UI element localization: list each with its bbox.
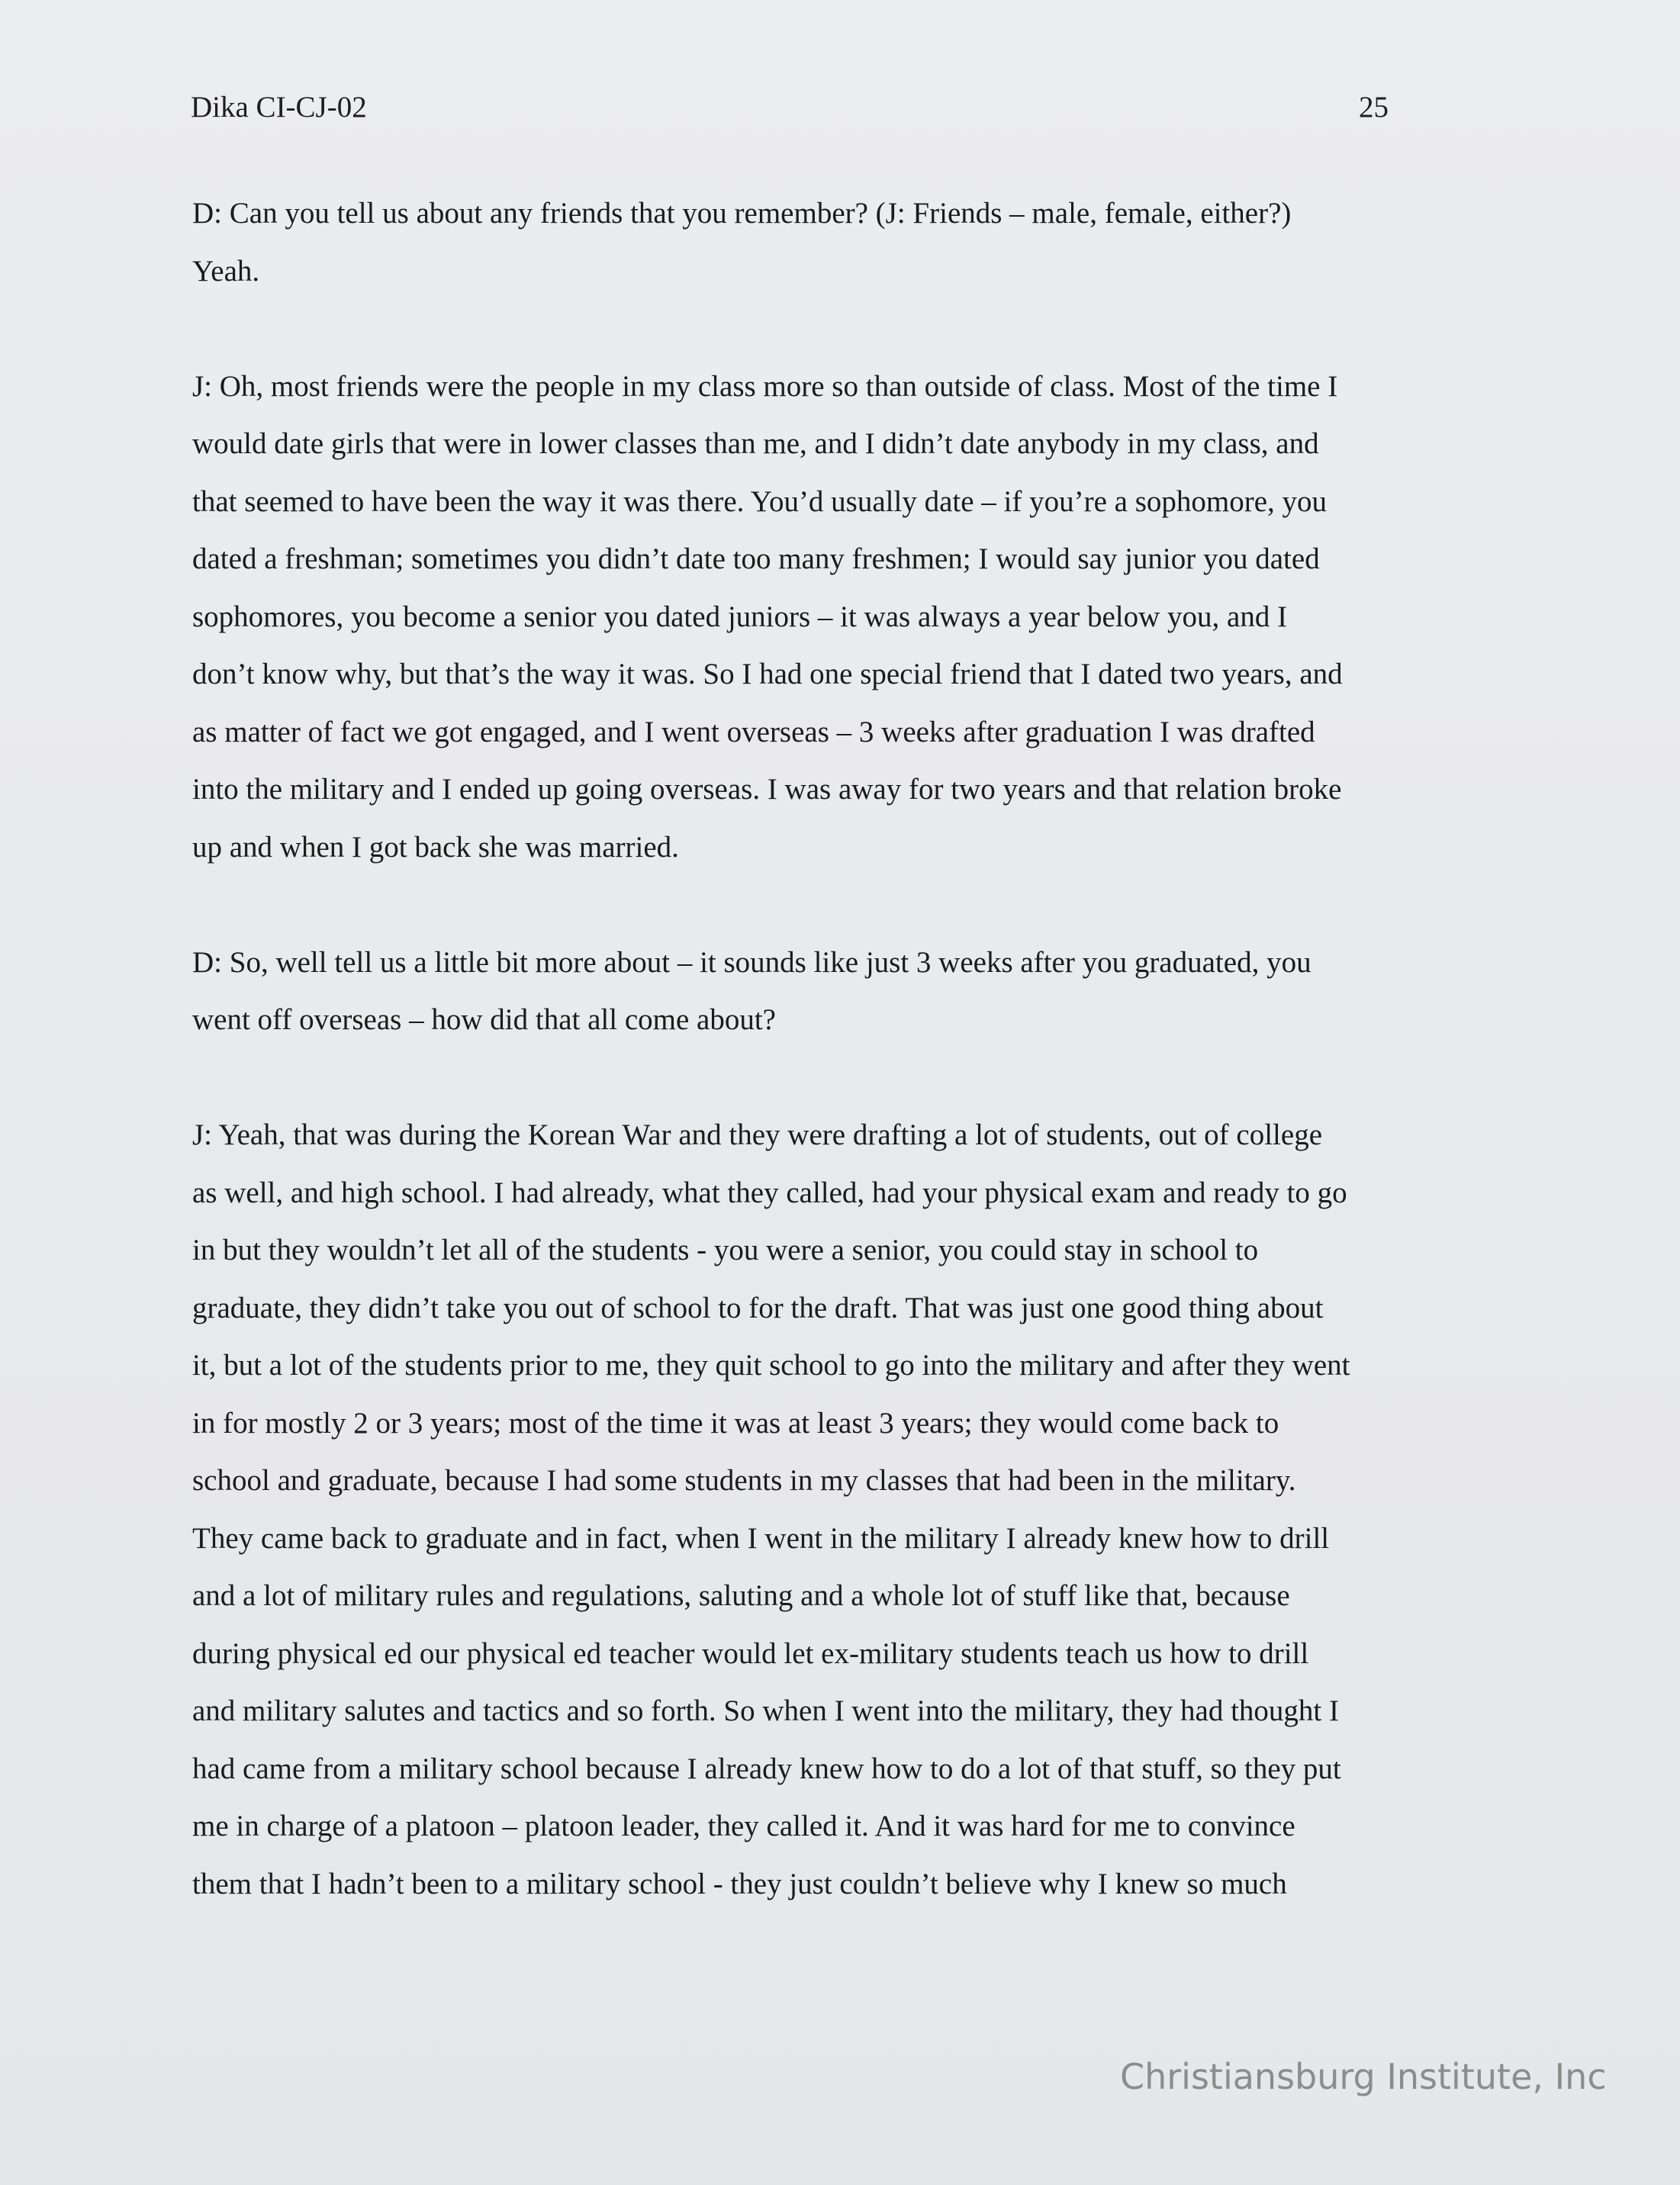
transcript-body (192, 185, 1489, 1971)
text-line: J: Yeah, that was during the Korean War and they were drafting a lot of students, out of college (192, 1118, 1323, 1151)
document-id: Dika CI-CJ-02 (191, 91, 367, 124)
text-line: D: So, well tell us a little bit more about – it sounds like just 3 weeks after you graduated, you (192, 945, 1311, 979)
text-line: that seemed to have been the way it was there. You’d usually date – if you’re a sophomore, you (192, 484, 1328, 518)
paragraph-question-friends (192, 185, 1489, 300)
text-line: Yeah. (192, 254, 260, 288)
text-line: during physical ed our physical ed teacher would let ex-military students teach us how to drill (192, 1636, 1309, 1670)
text-line: as well, and high school. I had already, what they called, had your physical exam and ready to go (192, 1176, 1347, 1209)
text-line: went off overseas – how did that all come about? (192, 1003, 776, 1036)
text-line: into the military and I ended up going overseas. I was away for two years and that relation broke (192, 773, 1342, 806)
text-line: in for mostly 2 or 3 years; most of the time it was at least 3 years; they would come back to (192, 1406, 1279, 1440)
paragraph-answer-korean-war (192, 1106, 1489, 1913)
text-line: up and when I got back she was married. (192, 830, 679, 864)
text-line: don’t know why, but that’s the way it was. So I had one special friend that I dated two years, and (192, 658, 1343, 690)
paragraph-answer-friends (192, 358, 1489, 877)
text-line: me in charge of a platoon – platoon leader, they called it. And it was hard for me to convince (192, 1810, 1295, 1842)
running-header (191, 90, 1389, 136)
text-line: them that I hadn’t been to a military school - they just couldn’t believe why I knew so much (192, 1867, 1287, 1900)
text-line: it, but a lot of the students prior to me, they quit school to go into the military and after they went (192, 1349, 1350, 1382)
text-line: in but they wouldn’t let all of the students - you were a senior, you could stay in school to (192, 1234, 1259, 1266)
watermark-text: Christiansburg Institute, Inc (1120, 2056, 1607, 2097)
text-line: dated a freshman; sometimes you didn’t date too many freshmen; I would say junior you dated (192, 542, 1320, 575)
text-line: D: Can you tell us about any friends that you remember? (J: Friends – male, female, either?) (192, 197, 1292, 230)
text-line: as matter of fact we got engaged, and I went overseas – 3 weeks after graduation I was drafted (192, 715, 1315, 748)
page-number: 25 (1359, 91, 1389, 124)
text-line: had came from a military school because I already knew how to do a lot of that stuff, so they put (192, 1752, 1341, 1785)
text-line: They came back to graduate and in fact, when I went in the military I already knew how to drill (192, 1521, 1330, 1555)
text-line: would date girls that were in lower classes than me, and I didn’t date anybody in my class, and (192, 427, 1319, 460)
text-line: school and graduate, because I had some students in my classes that had been in the military. (192, 1464, 1296, 1497)
text-line: graduate, they didn’t take you out of school to for the draft. That was just one good thing about (192, 1291, 1324, 1324)
text-line: J: Oh, most friends were the people in my class more so than outside of class. Most of the time I (192, 369, 1338, 403)
paragraph-question-overseas (192, 934, 1489, 1049)
text-line: and military salutes and tactics and so forth. So when I went into the military, they had thought I (192, 1694, 1339, 1727)
text-line: and a lot of military rules and regulations, saluting and a whole lot of stuff like that, because (192, 1579, 1290, 1612)
text-line: sophomores, you become a senior you dated juniors – it was always a year below you, and I (192, 600, 1288, 633)
